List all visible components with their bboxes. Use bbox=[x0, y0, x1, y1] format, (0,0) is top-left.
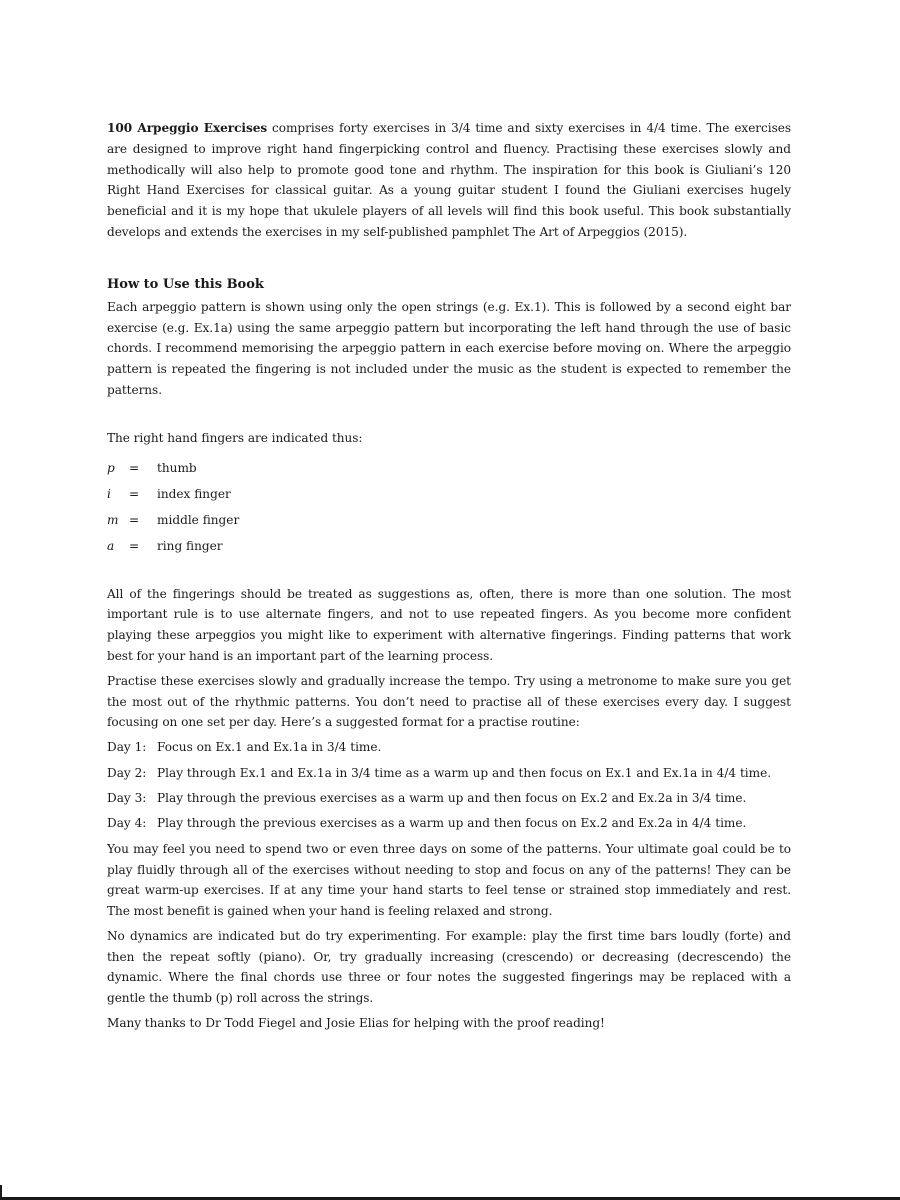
day-label: Day 3: bbox=[107, 790, 147, 805]
finger-item-middle bbox=[107, 507, 791, 533]
finger-name: middle finger bbox=[157, 512, 240, 527]
finger-equals: = bbox=[129, 538, 140, 553]
day-item bbox=[107, 788, 791, 809]
fingerings-paragraph: All of the fingerings should be treated as suggestions as, often, there is more than one solution. The most important rule is to use alternate fingers, and not to use repeated fingers. As you become more confident playing these arpeggios you might like to experiment with alternative fingerings. Finding patterns that work best for your hand is an important part of the learning process. bbox=[107, 586, 791, 663]
finger-name: ring finger bbox=[157, 538, 223, 553]
finger-item-ring bbox=[107, 533, 791, 559]
finger-name: index finger bbox=[157, 486, 231, 501]
patterns-paragraph: You may feel you need to spend two or even three days on some of the patterns. Your ultimate goal could be to play fluidly through all of the exercises without needing to stop and focus on any of the patterns! They can be great warm-up exercises. If at any time your hand starts to feel tense or strained stop immediately and rest. The most benefit is gained when your hand is feeling relaxed and strong. bbox=[107, 841, 791, 919]
closing-section bbox=[107, 839, 791, 1034]
day-text: Focus on Ex.1 and Ex.1a in 3/4 time. bbox=[157, 740, 382, 755]
fingers-intro: The right hand fingers are indicated thus: bbox=[107, 430, 363, 445]
finger-equals: = bbox=[129, 460, 140, 475]
finger-letter: a bbox=[107, 538, 115, 553]
finger-name: thumb bbox=[157, 460, 197, 475]
page-border-left bbox=[0, 1185, 2, 1200]
thanks-paragraph: Many thanks to Dr Todd Fiegel and Josie Elias for helping with the proof reading! bbox=[107, 1016, 605, 1031]
finger-equals: = bbox=[129, 512, 140, 527]
intro-paragraph bbox=[107, 118, 791, 243]
day-item bbox=[107, 813, 791, 834]
day-item bbox=[107, 737, 791, 758]
day-text: Play through the previous exercises as a warm up and then focus on Ex.2 and Ex.2a in 4/4 time. bbox=[157, 816, 747, 831]
day-text: Play through the previous exercises as a warm up and then focus on Ex.2 and Ex.2a in 3/4 time. bbox=[157, 790, 747, 805]
book-title: 100 Arpeggio Exercises bbox=[107, 121, 268, 135]
section-heading: How to Use this Book bbox=[107, 276, 264, 292]
practice-section bbox=[107, 584, 791, 734]
finger-letter: i bbox=[107, 486, 111, 501]
finger-item-thumb bbox=[107, 455, 791, 481]
how-to-paragraph: Each arpeggio pattern is shown using only the open strings (e.g. Ex.1). This is followed by a second eight bar exercise (e.g. Ex.1a) using the same arpeggio pattern but incorporating the left hand through the use of basic chords. I recommend memorising the arpeggio pattern in each exercise before moving on. Where the arpeggio pattern is repeated the fingering is not included under the music as the student is expected to remember the patterns. bbox=[107, 299, 791, 397]
intro-text: comprises forty exercises in 3/4 time and sixty exercises in 4/4 time. The exercises are designed to improve right hand fingerpicking control and fluency. Practising these exercises slowly and methodically will also help to promote good tone and rhythm. The inspiration for this book is Giuliani’s 120 Right Hand Exercises for classical guitar. As a young guitar student I found the Giuliani exercises hugely beneficial and it is my hope that ukulele players of all levels will find this book useful. This book substantially develops and extends the exercises in my self-published pamphlet The Art of Arpeggios (2015). bbox=[107, 121, 791, 239]
day-label: Day 4: bbox=[107, 816, 147, 831]
practise-paragraph: Practise these exercises slowly and gradually increase the tempo. Try using a metronome to make sure you get the most out of the rhythmic patterns. You don’t need to practise all of these exercises every day. I suggest focusing on one set per day. Here’s a suggested format for a practise routine: bbox=[107, 673, 791, 730]
dynamics-paragraph: No dynamics are indicated but do try experimenting. For example: play the first time bars loudly (forte) and then the repeat softly (piano). Or, try gradually increasing (crescendo) or decreasing (decrescendo) the dynamic. Where the final chords use three or four notes the suggested fingerings may be replaced with a gentle the thumb (p) roll across the strings. bbox=[107, 928, 791, 1006]
finger-item-index bbox=[107, 481, 791, 507]
finger-letter: m bbox=[107, 512, 119, 527]
finger-letter: p bbox=[107, 460, 115, 475]
finger-list bbox=[107, 455, 791, 559]
day-label: Day 2: bbox=[107, 765, 147, 780]
finger-equals: = bbox=[129, 486, 140, 501]
day-item bbox=[107, 763, 791, 784]
document-page bbox=[107, 118, 791, 1034]
day-text: Play through Ex.1 and Ex.1a in 3/4 time as a warm up and then focus on Ex.1 and Ex.1a in 4/4 time. bbox=[157, 765, 772, 780]
day-label: Day 1: bbox=[107, 740, 147, 755]
